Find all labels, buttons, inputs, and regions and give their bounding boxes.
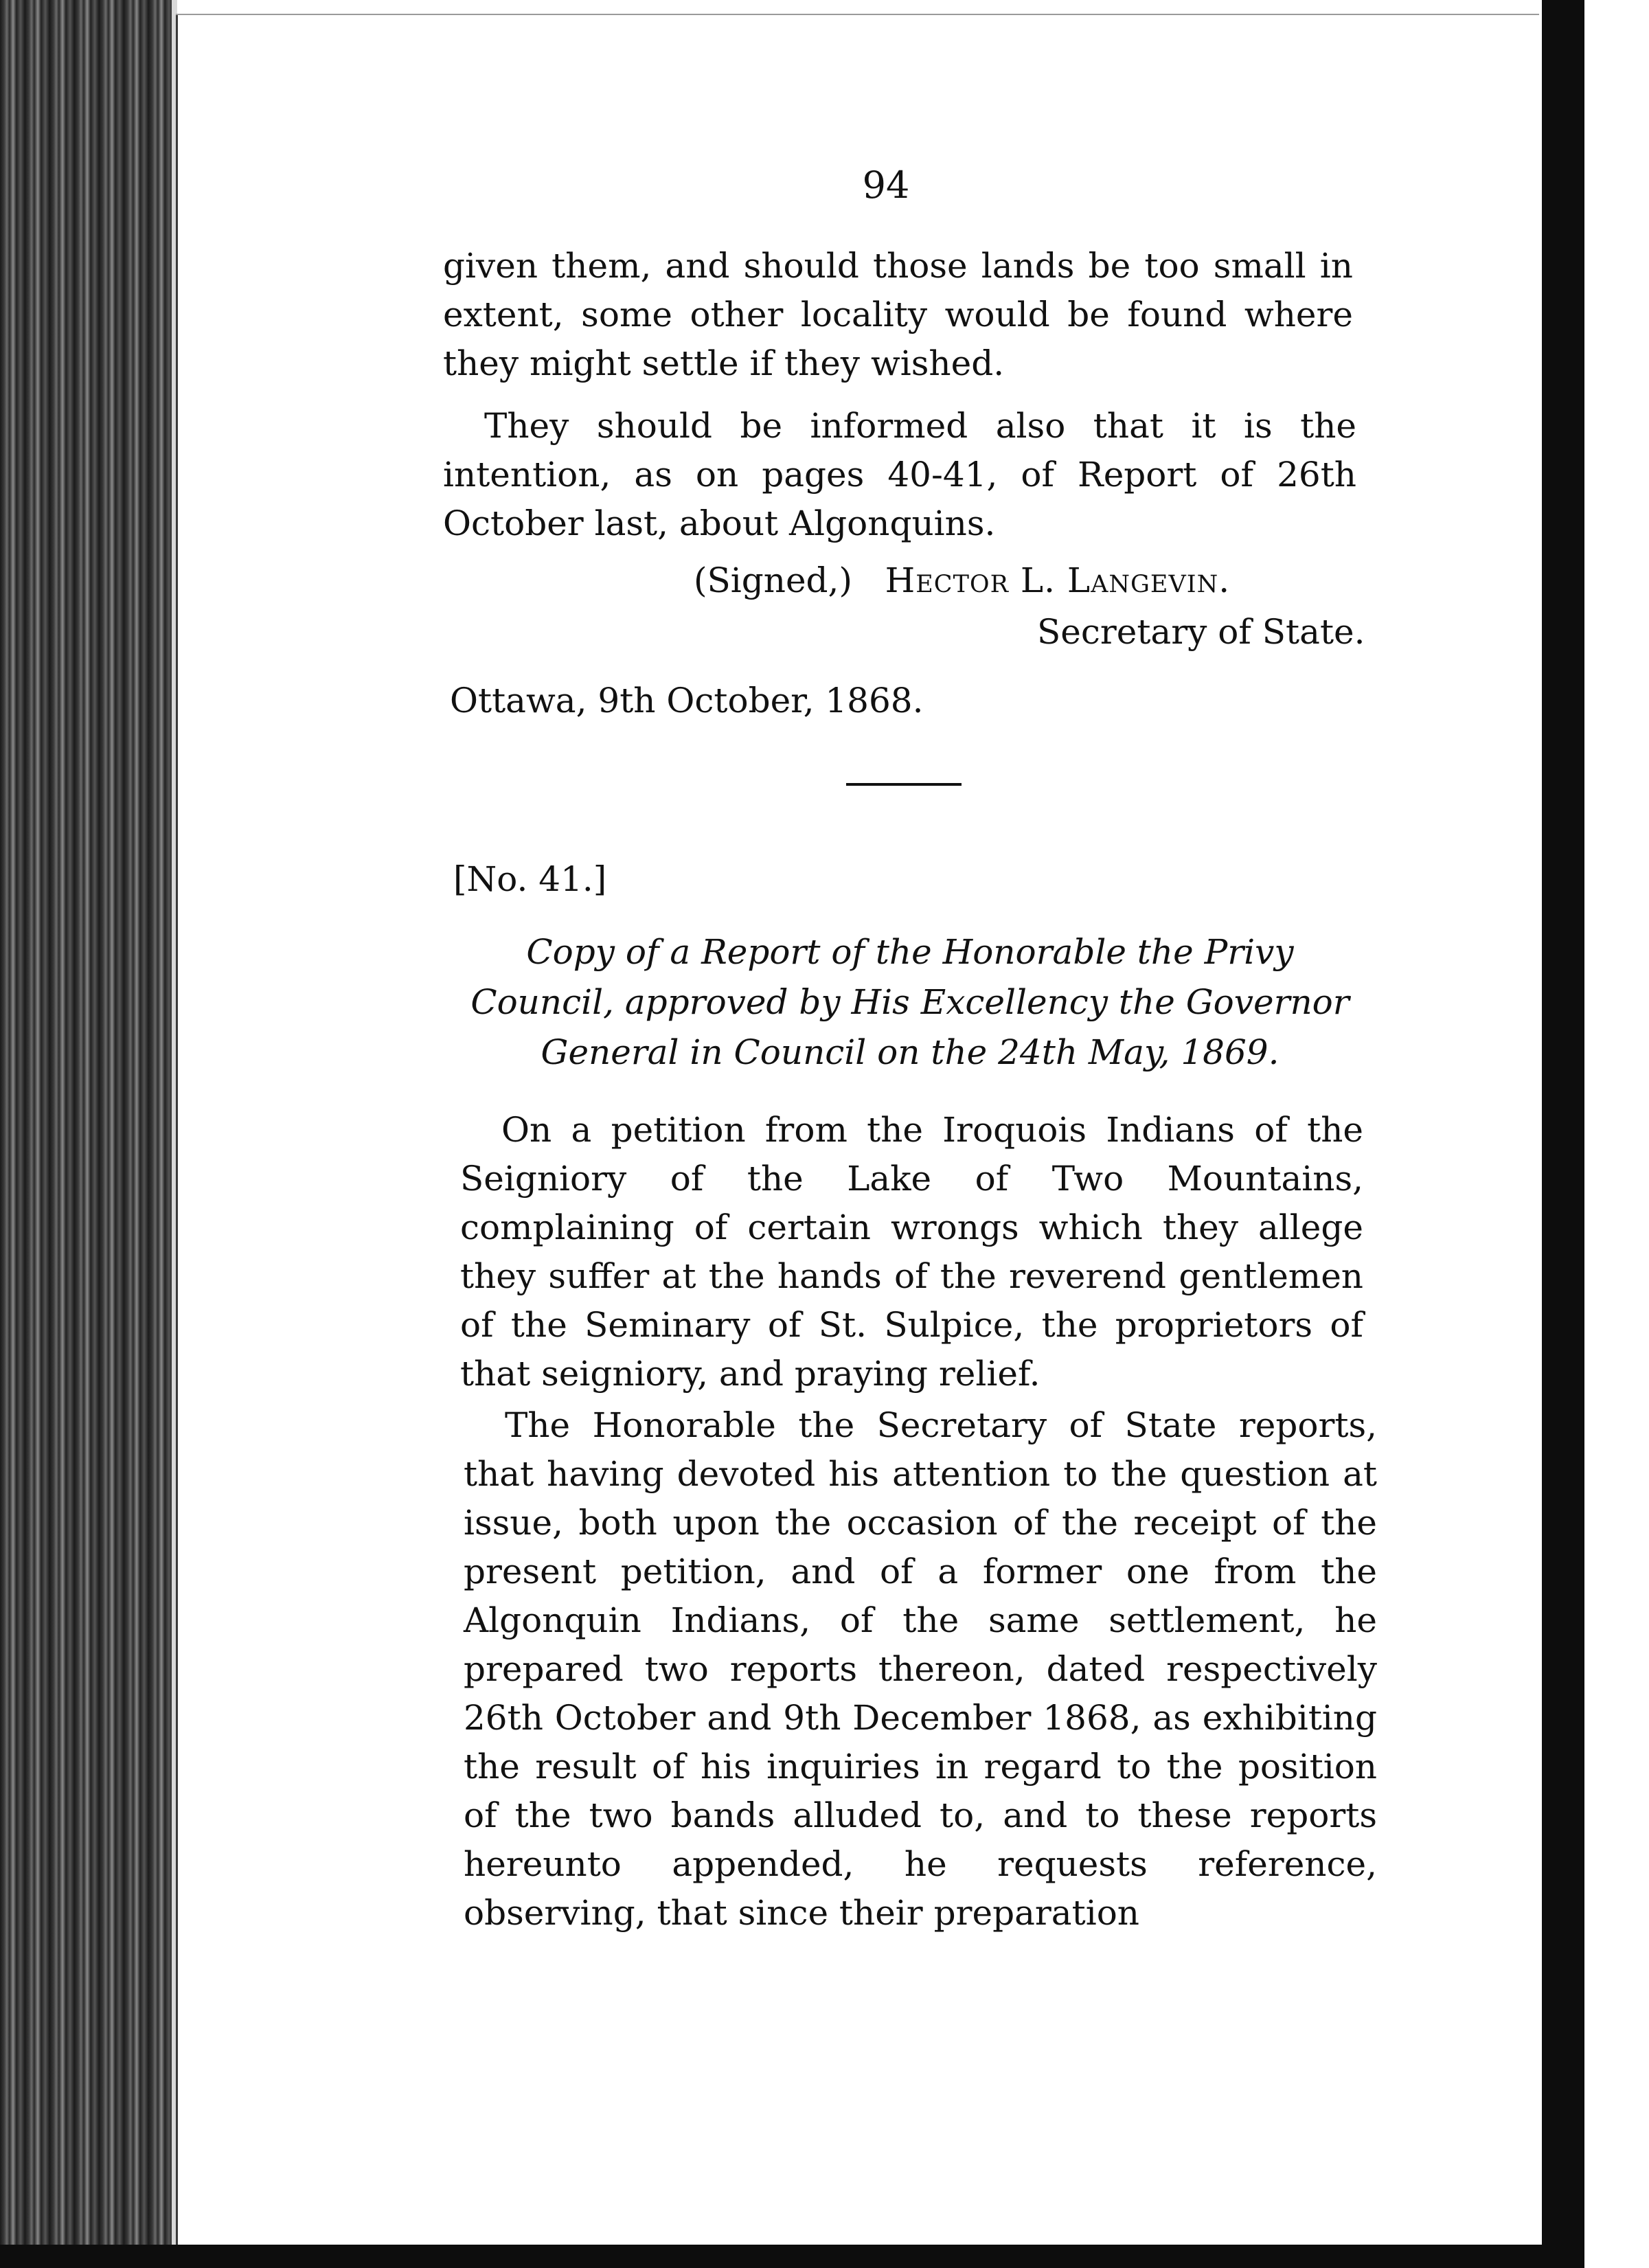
paragraph-intention [443, 402, 1356, 548]
paragraph-petition [460, 1106, 1363, 1398]
paragraph-text: They should be informed also that it is the intention, as on pages 40-41, of Report of 26th October last, about Algonquins. [443, 406, 1356, 543]
signature-line [694, 556, 1353, 605]
paragraph-text: The Honorable the Secretary of State reports, that having devoted his attention to the question at issue, both upon the occasion of the receipt of the present petition, and of a former one from the Algonquin Indians, of the same settlement, he prepared two reports thereon, dated respectively 26th October and 9th December 1868, as exhibiting the result of his inquiries in regard to the position of the two bands alluded to, and to these reports hereunto appended, he requests reference, observing, that since their preparation [464, 1405, 1377, 1933]
paragraph-continuation [443, 242, 1353, 388]
dateline: Ottawa, 9th October, 1868. [450, 681, 924, 721]
signatory-name: Hector L. Langevin. [885, 560, 1231, 600]
book-binding [0, 0, 172, 2268]
section-divider [846, 783, 962, 786]
right-scan-edge [1542, 0, 1584, 2268]
signatory-title: Secretary of State. [1037, 612, 1365, 652]
paragraph-text: On a petition from the Iroquois Indians of the Seigniory of the Lake of Two Mountains, complaining of certain wrongs which they allege they suffer at the hands of the reverend gentlemen of the Seminary of St. Sulpice, the proprietors of that seigniory, and praying relief. [460, 1110, 1363, 1394]
paragraph-report [464, 1401, 1377, 1938]
signed-label: (Signed,) [694, 560, 852, 600]
bottom-scan-edge [0, 2245, 1542, 2268]
page-top-border [176, 14, 1539, 15]
page-left-border [176, 14, 178, 2246]
document-heading: Copy of a Report of the Honorable the Privy Council, approved by His Excellency the Governor General in Council on the 24th May, 1869. [470, 932, 1350, 1072]
page-number: 94 [862, 163, 910, 207]
paragraph-text: given them, and should those lands be too small in extent, some other locality would be found where they might settle if they wished. [443, 246, 1353, 383]
document-number: [No. 41.] [453, 859, 607, 899]
right-margin [1584, 0, 1649, 2268]
